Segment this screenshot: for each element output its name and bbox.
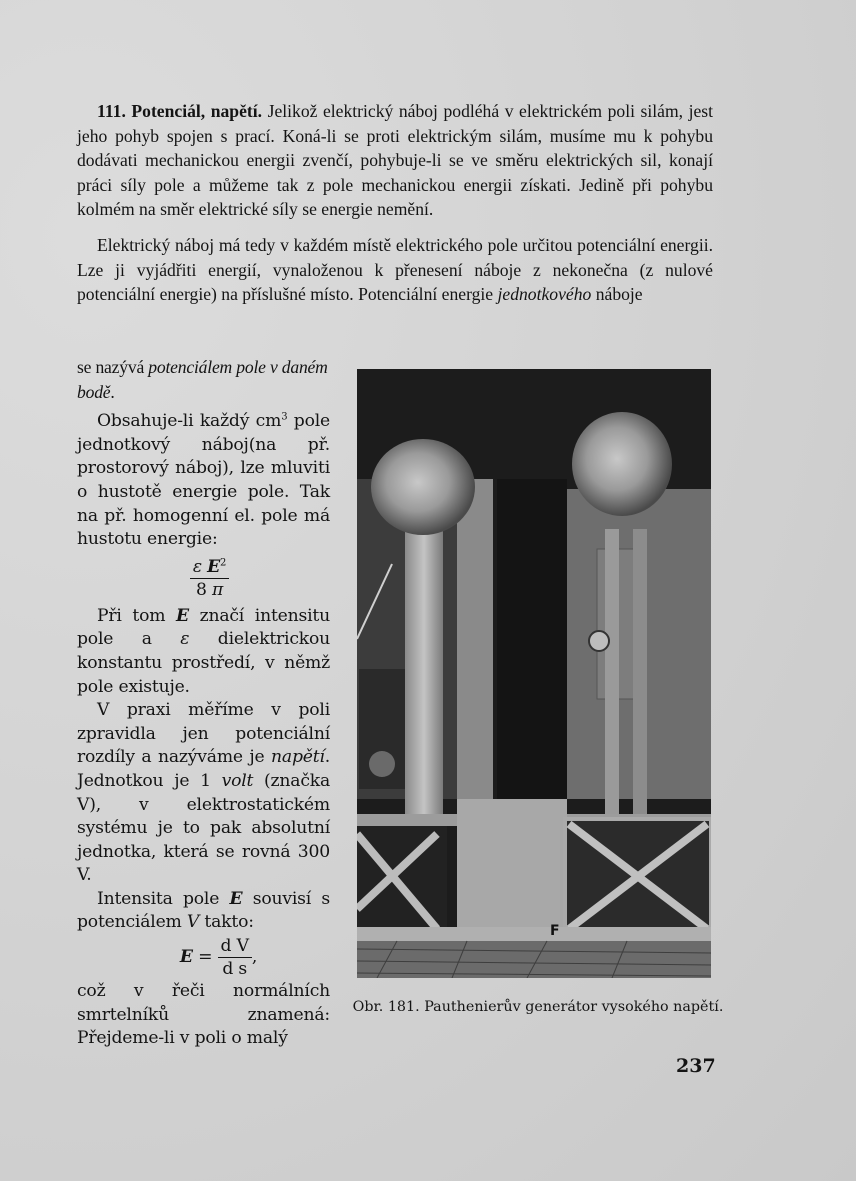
epsilon: ε <box>180 629 190 650</box>
text: takto: <box>199 912 254 933</box>
emphasis-napeti: napětí <box>271 747 325 768</box>
text: značí intensitu pole a <box>77 605 330 650</box>
text: pole jednotkový náboj(na př. prostorový náboj), lze mluviti o hustotě energie pole. Tak na př. homogenní el. pole má hustotu energie: <box>77 411 330 550</box>
section-number: 111. <box>97 101 126 121</box>
text: (značka V), v elektrostatickém systému je to pak absolutní jednotka, která se rovná 300 V. <box>77 770 331 886</box>
e-symbol: E <box>179 947 193 968</box>
left-column-text <box>77 355 330 1051</box>
text: se nazývá <box>77 357 149 377</box>
frame-label: F <box>550 923 560 939</box>
emphasis-volt: volt <box>221 770 254 791</box>
numerator: d V <box>218 935 252 958</box>
paragraph-1 <box>77 99 713 222</box>
full-width-text <box>77 99 713 307</box>
paragraph-2-continued <box>77 355 330 404</box>
page-number: 237 <box>676 1055 716 1077</box>
fraction <box>218 935 252 980</box>
fraction <box>190 556 229 601</box>
v-symbol: V <box>186 912 200 933</box>
paragraph-3 <box>77 410 330 552</box>
paragraph-4 <box>77 605 330 699</box>
text: . Jednotkou je 1 <box>77 747 330 791</box>
comma: , <box>251 947 258 968</box>
denominator: d s <box>222 959 248 980</box>
paragraph-1-text: Jelikož elektrický náboj podléhá v elektrickém poli silám, jest jeho pohyb spojen s prací. Koná-li se proti elektrickým silám, musíme mu k pohybu dodávati mechanickou energii zvenčí, pohybuje-li se ve směru elektrických sil, konají práci síly pole a můžeme tak z pole mechanickou energii získati. Jedině při pohybu kolmém na směr elektrické síly se energie nemění. <box>77 101 714 220</box>
eight: 8 <box>195 579 207 600</box>
superscript: 3 <box>281 411 288 423</box>
numerator <box>190 556 229 579</box>
generator-photo-icon <box>357 369 711 978</box>
equals-sign: = <box>198 947 213 968</box>
paragraph-2 <box>77 233 713 307</box>
pi: π <box>211 579 224 600</box>
text: Při tom <box>97 605 177 626</box>
epsilon: ε <box>192 556 202 577</box>
exponent: 2 <box>220 557 227 569</box>
paragraph-6 <box>77 888 330 935</box>
e-symbol: E <box>229 888 243 909</box>
text: V praxi měříme v poli zpravidla jen potenciální rozdíly a nazýváme je <box>77 700 330 768</box>
paragraph-7: což v řeči normálních smrtelníků znamená: Přejdeme-li v poli o malý <box>77 981 330 1049</box>
paragraph-5 <box>77 699 330 888</box>
denominator <box>190 579 229 601</box>
e-symbol: E <box>176 605 189 626</box>
figure-photograph <box>357 369 711 978</box>
text: Obsahuje-li každý cm <box>97 411 282 432</box>
field-potential-formula <box>77 935 330 980</box>
e-symbol: E <box>207 556 221 577</box>
text: souvisí s potenciálem <box>77 888 330 933</box>
energy-density-formula <box>77 556 330 601</box>
text: dielektrickou konstantu prostředí, v němž pole existuje. <box>77 629 331 697</box>
section-title: Potenciál, napětí. <box>131 101 263 121</box>
text: . <box>110 381 115 402</box>
emphasis-jednotkoveho: jednotkového <box>497 284 592 305</box>
emphasis-potencial: potenciálem pole v daném bodě <box>77 357 328 402</box>
paragraph-2-text: Elektrický náboj má tedy v každém místě elektrického pole určitou potenciální energii. Lze ji vyjádřiti energií, vynaloženou k přenesení náboje z nekonečna (z nulové potenciální energie) na příslušné místo. Potenciální energie <box>77 234 713 305</box>
text: Intensita pole <box>97 888 230 909</box>
paragraph-2-end: náboje <box>591 284 643 305</box>
figure-caption: Obr. 181. Pauthenierův generátor vysokého napětí. <box>352 999 724 1015</box>
